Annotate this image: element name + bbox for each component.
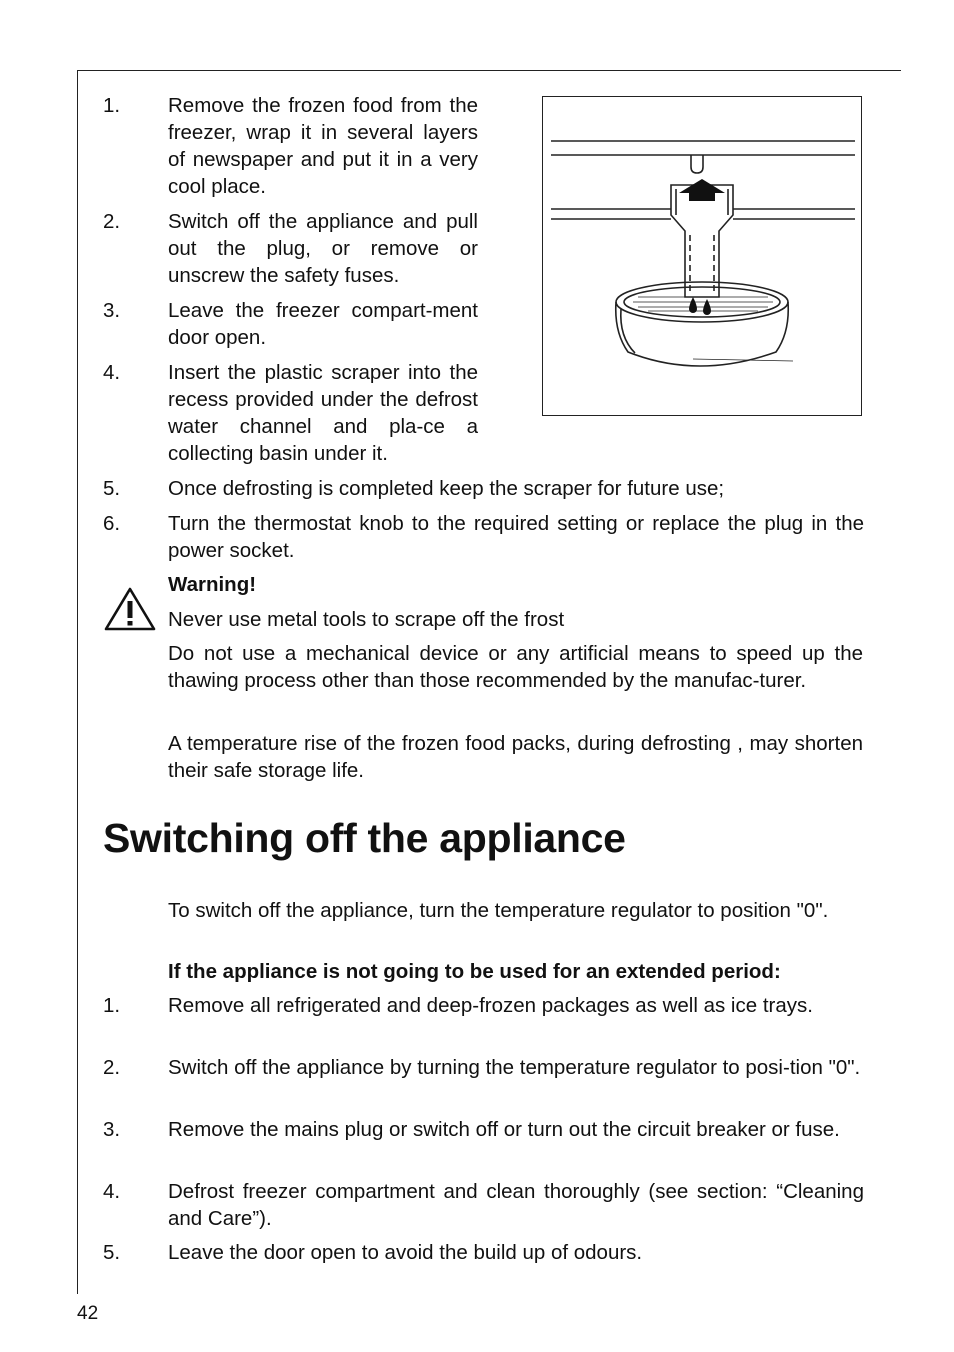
warning-paragraph: A temperature rise of the frozen food packs, during defrosting , may shorten their safe storage life. (168, 732, 863, 782)
step-text: Turn the thermostat knob to the required setting or replace the plug in the power socket. (168, 512, 864, 562)
page-number: 42 (77, 1303, 99, 1324)
warning-paragraph: Do not use a mechanical device or any artificial means to speed up the thawing process other than those recommended by the manufac-turer. (168, 642, 863, 692)
bold-note: If the appliance is not going to be used for an extended period: (168, 960, 781, 983)
defrost-scraper-illustration (542, 96, 862, 416)
section-heading: Switching off the appliance (103, 815, 626, 861)
step-text: Remove the frozen food from the freezer, wrap it in several layers of newspaper and put it in a very cool place. (168, 94, 478, 198)
step-text: Once defrosting is completed keep the scraper for future use; (168, 477, 725, 500)
step-number: 3. (103, 1118, 121, 1141)
step-number: 2. (103, 1056, 121, 1079)
step-number: 5. (103, 477, 121, 500)
step-number: 4. (103, 361, 121, 384)
left-rule (77, 70, 78, 1294)
step-number: 1. (103, 994, 121, 1017)
step-text: Switch off the appliance and pull out the plug, or remove or unscrew the safety fuses. (168, 210, 478, 287)
warning-text: Never use metal tools to scrape off the frost (168, 608, 565, 631)
step-number: 5. (103, 1241, 121, 1264)
warning-title: Warning! (168, 573, 257, 596)
step-text: Remove all refrigerated and deep-frozen packages as well as ice trays. (168, 994, 813, 1017)
step-text: Insert the plastic scraper into the recess provided under the defrost water channel and pla-ce a collecting basin under it. (168, 361, 478, 465)
step-text: Switch off the appliance by turning the temperature regulator to posi-tion "0". (168, 1056, 861, 1079)
step-text: Leave the door open to avoid the build up of odours. (168, 1241, 643, 1264)
step-number: 1. (103, 94, 121, 117)
step-number: 6. (103, 512, 121, 535)
intro-paragraph: To switch off the appliance, turn the temperature regulator to position "0". (168, 899, 829, 922)
step-text: Defrost freezer compartment and clean thoroughly (see section: “Cleaning and Care”). (168, 1180, 864, 1230)
step-number: 3. (103, 299, 121, 322)
step-text: Remove the mains plug or switch off or turn out the circuit breaker or fuse. (168, 1118, 840, 1141)
step-number: 4. (103, 1180, 121, 1203)
step-text: Leave the freezer compart-ment door open. (168, 299, 478, 349)
top-rule (77, 70, 901, 71)
step-number: 2. (103, 210, 121, 233)
warning-triangle-icon (104, 586, 156, 632)
